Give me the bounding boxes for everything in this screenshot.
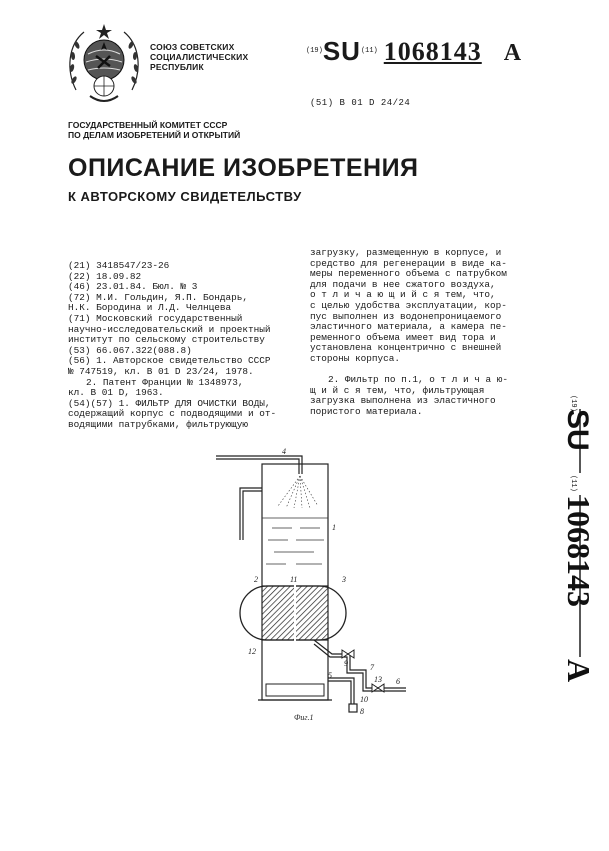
issuing-state	[150, 42, 248, 72]
claims-line: о т л и ч а ю щ и й с я тем, что,	[310, 289, 496, 301]
claims-line: 2. Фильтр по п.1, о т л и ч а ю-	[328, 374, 509, 386]
claims-line: загрузка выполнена из эластичного	[310, 395, 496, 407]
label-10: 10	[360, 695, 368, 704]
biblio-line: Н.К. Бородина и Л.Д. Челнцева	[68, 302, 232, 314]
water-level	[262, 518, 328, 564]
biblio-line: (71) Московский государственный	[68, 312, 243, 324]
ipc-code-label: (51)	[310, 98, 334, 108]
patent-number-header	[306, 36, 521, 67]
claims-line: щ и й с я тем, что, фильтрующая	[310, 384, 485, 396]
claims-text	[310, 248, 550, 418]
label-2: 2	[254, 575, 258, 584]
org-line: СОЦИАЛИСТИЧЕСКИХ	[150, 52, 249, 62]
vertical-patent-number	[524, 395, 597, 685]
spray-nozzle-pattern	[278, 476, 318, 508]
label-12: 12	[248, 647, 256, 656]
vertical-number-code-label: (11)	[569, 475, 577, 492]
biblio-line: водящими патрубками, фильтрующую	[68, 418, 249, 430]
biblio-line: содержащий корпус с подводящими и от-	[68, 408, 277, 420]
label-1: 1	[332, 523, 336, 532]
biblio-line: научно-исследовательский и проектный	[68, 323, 271, 335]
label-5: 5	[328, 671, 332, 680]
state-committee	[68, 120, 240, 140]
label-13: 13	[374, 675, 382, 684]
vertical-country-code: SU	[561, 409, 594, 451]
biblio-line: (72) М.И. Гольдин, Я.П. Бондарь,	[68, 291, 249, 303]
country-code-label: (19)	[306, 47, 323, 55]
patent-number: 1068143	[383, 37, 482, 66]
claims-line: ременного объема имеет вид тора и	[310, 331, 496, 343]
biblio-line: № 747519, кл. В 01 D 23/24, 1978.	[68, 365, 254, 377]
label-9: 9	[344, 659, 348, 668]
biblio-line: (54)(57) 1. ФИЛЬТР ДЛЯ ОЧИСТКИ ВОДЫ,	[68, 397, 271, 409]
biblio-line: (22) 18.09.82	[68, 270, 142, 282]
claims-line: стороны корпуса.	[310, 352, 401, 364]
biblio-line: кл. В 01 D, 1963.	[68, 387, 164, 399]
claims-line: меры переменного объема с патрубком	[310, 268, 507, 280]
biblio-line: (53) 66.067.322(088.8)	[68, 344, 192, 356]
vertical-country-code-label: (19)	[569, 395, 577, 412]
ussr-emblem-icon	[66, 20, 142, 106]
committee-line: ПО ДЕЛАМ ИЗОБРЕТЕНИЙ И ОТКРЫТИЙ	[68, 130, 241, 140]
label-4: 4	[282, 447, 286, 456]
document-subtitle: К АВТОРСКОМУ СВИДЕТЕЛЬСТВУ	[68, 189, 302, 204]
claims-line: пус выполнен из водонепроницаемого	[310, 310, 502, 322]
bibliographic-data	[68, 261, 300, 431]
inlet-pipe-inner	[216, 459, 299, 474]
claims-line: эластичного материала, а камера пе-	[310, 321, 507, 333]
country-code: SU	[322, 36, 361, 66]
label-3: 3	[342, 575, 346, 584]
overflow-pipe-inner	[243, 491, 262, 540]
document-kind: A	[503, 40, 522, 66]
label-8: 8	[360, 707, 364, 716]
biblio-line: (21) 3418547/23-26	[68, 260, 170, 271]
bottom-plate	[266, 684, 324, 696]
org-line: СОЮЗ СОВЕТСКИХ	[150, 42, 235, 52]
claims-line: загрузку, размещенную в корпусе, и	[310, 247, 502, 258]
biblio-line: (56) 1. Авторское свидетельство СССР	[68, 355, 271, 367]
number-code-label: (11)	[360, 47, 378, 55]
figure-caption: Фиг.1	[294, 713, 314, 722]
vertical-patent-number-value: 1068143	[561, 495, 597, 607]
biblio-line: 2. Патент Франции № 1348973,	[86, 376, 244, 388]
label-6: 6	[396, 677, 400, 686]
drain-pipe	[328, 678, 357, 712]
org-line: РЕСПУБЛИК	[150, 62, 204, 72]
ipc-value: В 01 D 24/24	[339, 98, 411, 108]
filter-diagram	[196, 448, 426, 730]
biblio-line: (46) 23.01.84. Бюл. № 3	[68, 281, 198, 293]
biblio-line: институт по сельскому строительству	[68, 334, 265, 346]
claims-line: пористого материала.	[310, 405, 423, 417]
claims-line: средство для регенерации в виде ка-	[310, 257, 507, 269]
claims-line: для подачи в нее сжатого воздуха,	[310, 278, 496, 290]
label-7: 7	[370, 663, 374, 672]
claims-line: с целью удобства эксплуатации, кор-	[310, 299, 507, 311]
ipc-classification	[310, 98, 410, 108]
label-11: 11	[290, 575, 298, 584]
vertical-document-kind: A	[561, 659, 597, 683]
claims-line: установлена концентрично с внешней	[310, 342, 502, 354]
document-title: ОПИСАНИЕ ИЗОБРЕТЕНИЯ	[68, 154, 419, 182]
committee-line: ГОСУДАРСТВЕННЫЙ КОМИТЕТ СССР	[68, 120, 228, 130]
